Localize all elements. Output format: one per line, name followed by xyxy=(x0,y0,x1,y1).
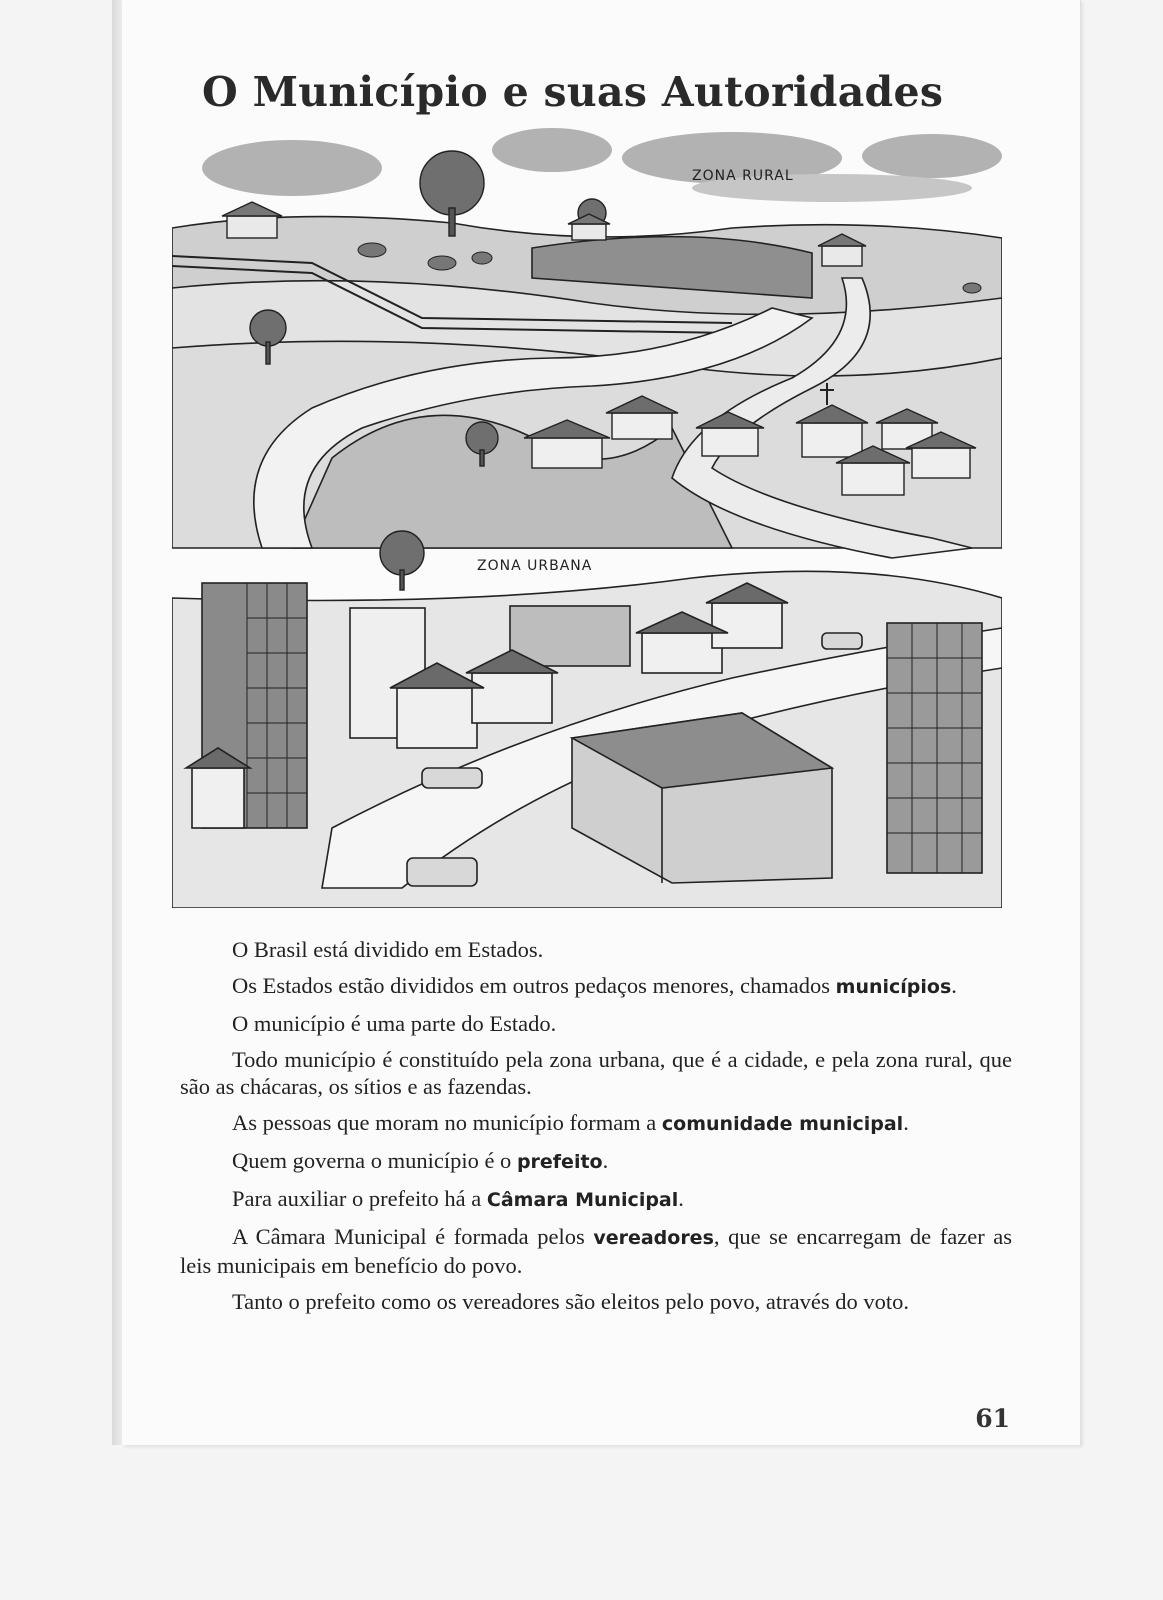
paragraph: O município é uma parte do Estado. xyxy=(232,1011,557,1036)
paragraph: A Câmara Municipal é formada pelos vereadores, que se encarregam de fazer as leis municipais em benefício do povo. xyxy=(180,1224,1012,1278)
municipality-illustration xyxy=(172,128,1002,908)
paragraph: Quem governa o município é o prefeito. xyxy=(232,1148,609,1173)
book-page xyxy=(122,0,1081,1445)
paragraph: O Brasil está dividido em Estados. xyxy=(232,937,544,962)
bold-term: Câmara Municipal xyxy=(486,1189,679,1211)
bold-term: prefeito xyxy=(516,1151,603,1173)
paragraph: As pessoas que moram no município formam a comunidade municipal. xyxy=(232,1110,909,1135)
paragraph: Todo município é constituído pela zona urbana, que é a cidade, e pela zona rural, que são as chácaras, os sítios e as fazendas. xyxy=(180,1047,1012,1099)
paragraph: Para auxiliar o prefeito há a Câmara Municipal. xyxy=(232,1186,684,1211)
body-text xyxy=(180,936,1012,1324)
rural-zone-label: ZONA RURAL xyxy=(692,168,794,184)
paragraph: Os Estados estão divididos em outros pedaços menores, chamados municípios. xyxy=(232,973,957,998)
urban-zone-label: ZONA URBANA xyxy=(477,558,593,574)
scan-edge xyxy=(112,0,122,1445)
page-title: O Município e suas Autoridades xyxy=(202,68,944,116)
paragraph: Tanto o prefeito como os vereadores são eleitos pelo povo, através do voto. xyxy=(232,1289,909,1314)
page-number: 61 xyxy=(975,1404,1010,1433)
urban-area xyxy=(172,571,1002,908)
bold-term: municípios xyxy=(835,976,952,998)
bold-term: vereadores xyxy=(593,1227,714,1249)
bold-term: comunidade municipal xyxy=(661,1113,904,1135)
sky-clouds xyxy=(202,128,1002,202)
